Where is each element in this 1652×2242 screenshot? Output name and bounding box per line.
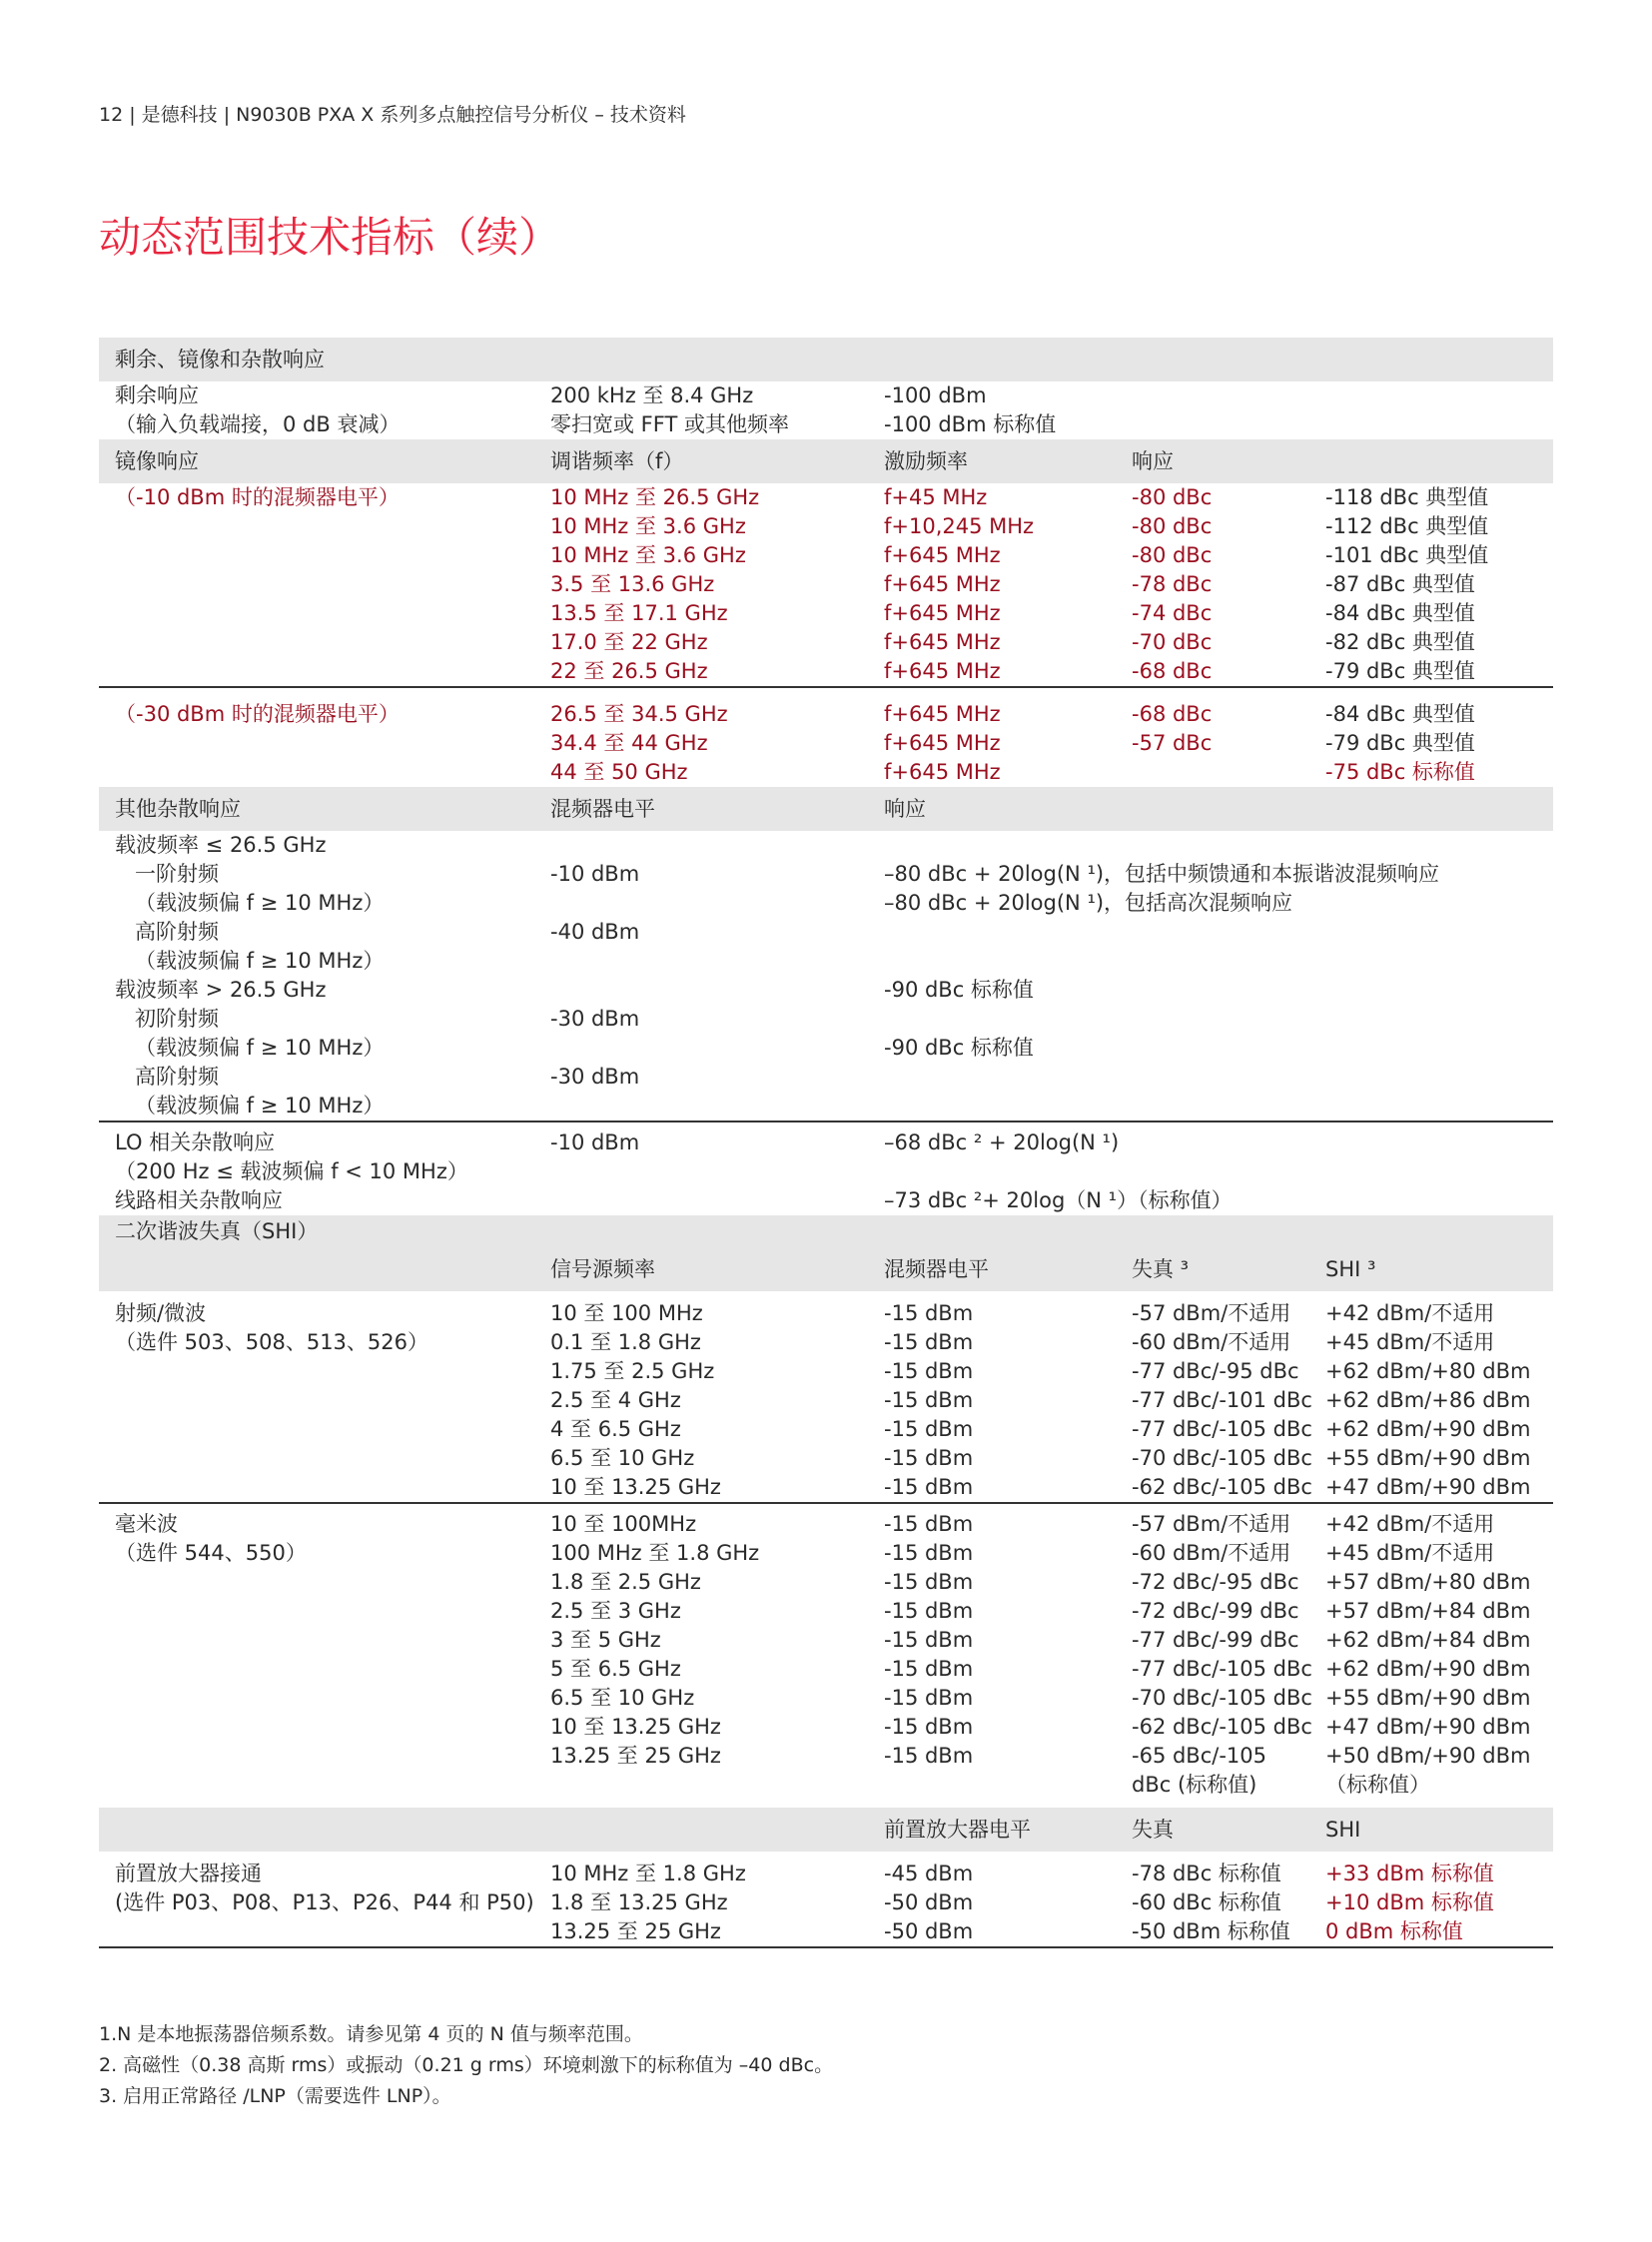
shi-value: +57 dBm/+84 dBm — [1325, 1599, 1531, 1623]
shi-value: +42 dBm/不适用 — [1325, 1301, 1495, 1325]
tuned-freq: 10 MHz 至 26.5 GHz — [550, 485, 760, 509]
table-row — [99, 1713, 1553, 1742]
row-label: （载波频偏 f ≥ 10 MHz） — [135, 949, 385, 973]
source-freq: 2.5 至 3 GHz — [550, 1599, 681, 1623]
source-freq: 6.5 至 10 GHz — [550, 1686, 695, 1710]
distortion-value: -50 dBm 标称值 — [1132, 1919, 1290, 1943]
group-label: 射频/微波 — [115, 1301, 207, 1325]
section-title: 二次谐波失真（SHI） — [115, 1219, 319, 1243]
response-value: -90 dBc 标称值 — [884, 978, 1034, 1002]
spec-value: -68 dBc — [1132, 659, 1213, 683]
tuned-freq: 34.4 至 44 GHz — [550, 731, 708, 755]
excite-freq: f+645 MHz — [884, 543, 1001, 567]
distortion-value: -62 dBc/-105 dBc — [1132, 1475, 1312, 1499]
column-header: 前置放大器电平 — [884, 1818, 1031, 1842]
row-label: 载波频率 ≤ 26.5 GHz — [115, 833, 327, 857]
table-row — [99, 599, 1553, 628]
excite-freq: f+645 MHz — [884, 760, 1001, 784]
typical-value: -75 dBc 标称值 — [1325, 760, 1475, 784]
distortion-value: -70 dBc/-105 dBc — [1132, 1446, 1312, 1470]
spacer — [99, 1852, 1553, 1860]
group-label: （选件 503、508、513、526） — [115, 1330, 429, 1354]
shi-mmwave-group — [99, 1510, 1553, 1800]
divider — [99, 1502, 1553, 1510]
column-header: SHI ³ — [1325, 1257, 1376, 1281]
table-row — [99, 1860, 1553, 1888]
tuned-freq: 13.5 至 17.1 GHz — [550, 601, 728, 625]
mixer-level: -15 dBm — [884, 1570, 974, 1594]
source-freq: 0.1 至 1.8 GHz — [550, 1330, 701, 1354]
response-value: –80 dBc + 20log(N ¹)，包括高次混频响应 — [884, 891, 1293, 915]
distortion-value: -72 dBc/-95 dBc — [1132, 1570, 1299, 1594]
source-freq: 4 至 6.5 GHz — [550, 1417, 681, 1441]
column-header: 激励频率 — [884, 449, 968, 473]
table-row — [99, 947, 1553, 976]
tuned-freq: 17.0 至 22 GHz — [550, 630, 708, 654]
column-header: 失真 — [1132, 1818, 1174, 1842]
shi-value: +10 dBm 标称值 — [1325, 1890, 1494, 1914]
mixer-level: -15 dBm — [884, 1359, 974, 1383]
footnote: 3. 启用正常路径 /LNP（需要选件 LNP）。 — [99, 2085, 451, 2107]
section-header-spurious — [99, 787, 1553, 831]
table-row — [99, 657, 1553, 686]
row-label: 高阶射频 — [135, 920, 219, 944]
mixer-level: -15 dBm — [884, 1446, 974, 1470]
footnote: 2. 高磁性（0.38 高斯 rms）或振动（0.21 g rms）环境刺激下的标称值为 –40 dBc。 — [99, 2054, 834, 2076]
mixer-level: -15 dBm — [884, 1475, 974, 1499]
section-header-image — [99, 439, 1553, 483]
mixer-level: -15 dBm — [884, 1628, 974, 1652]
row-label: （输入负载端接，0 dB 衰减） — [115, 412, 401, 436]
column-header: 响应 — [1132, 449, 1174, 473]
excite-freq: f+45 MHz — [884, 485, 988, 509]
spec-value: -68 dBc — [1132, 702, 1213, 726]
table-row — [99, 1626, 1553, 1655]
group-label: （选件 544、550） — [115, 1541, 307, 1565]
column-header: SHI — [1325, 1818, 1361, 1842]
page-header: 12 | 是德科技 | N9030B PXA X 系列多点触控信号分析仪 – 技术资料 — [99, 104, 686, 126]
table-row — [99, 483, 1553, 512]
table-row — [99, 831, 1553, 860]
source-freq: 10 至 100MHz — [550, 1512, 697, 1536]
table-row — [99, 1092, 1553, 1121]
shi-value: +55 dBm/+90 dBm — [1325, 1446, 1531, 1470]
tuned-freq: 26.5 至 34.5 GHz — [550, 702, 728, 726]
spec-value: -100 dBm — [884, 383, 987, 407]
distortion-value: -60 dBm/不适用 — [1132, 1541, 1291, 1565]
image-group-10dbm — [99, 483, 1553, 686]
distortion-value: -77 dBc/-105 dBc — [1132, 1417, 1312, 1441]
shi-value: +47 dBm/+90 dBm — [1325, 1475, 1531, 1499]
divider — [99, 1121, 1553, 1128]
typical-value: -84 dBc 典型值 — [1325, 702, 1475, 726]
source-freq: 100 MHz 至 1.8 GHz — [550, 1541, 760, 1565]
preamp-level: -45 dBm — [884, 1862, 974, 1885]
shi-value: （标称值） — [1325, 1773, 1430, 1797]
distortion-value: -72 dBc/-99 dBc — [1132, 1599, 1299, 1623]
table-row — [99, 381, 1553, 410]
row-label: （载波频偏 f ≥ 10 MHz） — [135, 1036, 385, 1060]
mixer-level: -15 dBm — [884, 1330, 974, 1354]
row-label: （200 Hz ≤ 载波频偏 f < 10 MHz） — [115, 1159, 468, 1183]
table-row — [99, 1510, 1553, 1539]
mixer-level: -15 dBm — [884, 1744, 974, 1768]
table-row — [99, 860, 1553, 889]
shi-value: +62 dBm/+84 dBm — [1325, 1628, 1531, 1652]
source-freq: 6.5 至 10 GHz — [550, 1446, 695, 1470]
source-freq: 10 至 100 MHz — [550, 1301, 703, 1325]
typical-value: -87 dBc 典型值 — [1325, 572, 1475, 596]
group-label: （-10 dBm 时的混频器电平） — [115, 485, 400, 509]
excite-freq: f+10,245 MHz — [884, 514, 1035, 538]
distortion-value: -62 dBc/-105 dBc — [1132, 1715, 1312, 1739]
table-row — [99, 410, 1553, 439]
mixer-level: -15 dBm — [884, 1512, 974, 1536]
response-value: -90 dBc 标称值 — [884, 1036, 1034, 1060]
excite-freq: f+645 MHz — [884, 702, 1001, 726]
shi-value: +62 dBm/+86 dBm — [1325, 1388, 1531, 1412]
excite-freq: f+645 MHz — [884, 731, 1001, 755]
source-freq: 10 MHz 至 1.8 GHz — [550, 1862, 746, 1885]
row-label: （载波频偏 f ≥ 10 MHz） — [135, 891, 385, 915]
shi-value: +33 dBm 标称值 — [1325, 1862, 1494, 1885]
typical-value: -84 dBc 典型值 — [1325, 601, 1475, 625]
row-label: (选件 P03、P08、P13、P26、P44 和 P50) — [115, 1890, 534, 1914]
shi-value: +62 dBm/+90 dBm — [1325, 1417, 1531, 1441]
shi-value: +45 dBm/不适用 — [1325, 1330, 1495, 1354]
section-title: 剩余、镜像和杂散响应 — [115, 348, 325, 372]
table-row — [99, 628, 1553, 657]
mixer-level: -15 dBm — [884, 1715, 974, 1739]
distortion-value: dBc (标称值) — [1132, 1773, 1257, 1797]
section-header-shi — [99, 1215, 1553, 1247]
table-row — [99, 512, 1553, 541]
spec-value: -80 dBc — [1132, 485, 1213, 509]
distortion-value: -57 dBm/不适用 — [1132, 1301, 1291, 1325]
source-freq: 3 至 5 GHz — [550, 1628, 661, 1652]
table-row — [99, 700, 1553, 729]
spec-table — [99, 338, 1553, 1950]
source-freq: 10 至 13.25 GHz — [550, 1475, 721, 1499]
typical-value: -79 dBc 典型值 — [1325, 731, 1475, 755]
divider — [99, 686, 1553, 700]
table-row — [99, 1568, 1553, 1597]
shi-value: +50 dBm/+90 dBm — [1325, 1744, 1531, 1768]
spec-value: -57 dBc — [1132, 731, 1213, 755]
table-row — [99, 758, 1553, 787]
mixer-level: -15 dBm — [884, 1301, 974, 1325]
excite-freq: f+645 MHz — [884, 572, 1001, 596]
mixer-level: -30 dBm — [550, 1065, 640, 1089]
mixer-level: -15 dBm — [884, 1417, 974, 1441]
typical-value: -82 dBc 典型值 — [1325, 630, 1475, 654]
distortion-value: -57 dBm/不适用 — [1132, 1512, 1291, 1536]
section-header-preamp — [99, 1808, 1553, 1852]
spurious-rows — [99, 831, 1553, 1121]
distortion-value: -70 dBc/-105 dBc — [1132, 1686, 1312, 1710]
distortion-value: -77 dBc/-105 dBc — [1132, 1657, 1312, 1681]
table-row — [99, 1473, 1553, 1502]
excite-freq: f+645 MHz — [884, 601, 1001, 625]
spec-value: -100 dBm 标称值 — [884, 412, 1057, 436]
response-value: –68 dBc ² + 20log(N ¹) — [884, 1130, 1120, 1154]
distortion-value: -60 dBc 标称值 — [1132, 1890, 1281, 1914]
mixer-level: -10 dBm — [550, 862, 640, 886]
shi-value: +57 dBm/+80 dBm — [1325, 1570, 1531, 1594]
shi-value: +45 dBm/不适用 — [1325, 1541, 1495, 1565]
mixer-level: -30 dBm — [550, 1007, 640, 1031]
table-row — [99, 1539, 1553, 1568]
column-header: 混频器电平 — [550, 797, 655, 821]
row-label: 载波频率 > 26.5 GHz — [115, 978, 327, 1002]
page-title: 动态范围技术指标（续） — [99, 213, 561, 262]
tuned-freq: 10 MHz 至 3.6 GHz — [550, 543, 746, 567]
table-row — [99, 1771, 1553, 1800]
mixer-level: -10 dBm — [550, 1130, 640, 1154]
shi-column-headers — [99, 1247, 1553, 1291]
response-value: –73 dBc ²+ 20log（N ¹）（标称值） — [884, 1188, 1233, 1212]
source-freq: 13.25 至 25 GHz — [550, 1744, 721, 1768]
table-row — [99, 1186, 1553, 1215]
row-label: 高阶射频 — [135, 1065, 219, 1089]
shi-value: 0 dBm 标称值 — [1325, 1919, 1463, 1943]
response-value: –80 dBc + 20log(N ¹)，包括中频馈通和本振谐波混频响应 — [884, 862, 1440, 886]
shi-value: +47 dBm/+90 dBm — [1325, 1715, 1531, 1739]
distortion-value: -78 dBc 标称值 — [1132, 1862, 1281, 1885]
tuned-freq: 22 至 26.5 GHz — [550, 659, 708, 683]
footnotes — [99, 2019, 833, 2112]
distortion-value: -77 dBc/-95 dBc — [1132, 1359, 1299, 1383]
table-row — [99, 1917, 1553, 1946]
source-freq: 2.5 至 4 GHz — [550, 1388, 681, 1412]
column-header: 混频器电平 — [884, 1257, 989, 1281]
table-row — [99, 918, 1553, 947]
shi-value: +55 dBm/+90 dBm — [1325, 1686, 1531, 1710]
source-freq: 1.8 至 2.5 GHz — [550, 1570, 701, 1594]
table-row — [99, 889, 1553, 918]
table-row — [99, 1357, 1553, 1386]
mixer-level: -15 dBm — [884, 1657, 974, 1681]
shi-value: +62 dBm/+90 dBm — [1325, 1657, 1531, 1681]
table-row — [99, 1888, 1553, 1917]
bottom-rule — [99, 1946, 1553, 1950]
preamp-rows — [99, 1860, 1553, 1946]
column-header: 响应 — [884, 797, 926, 821]
distortion-value: -60 dBm/不适用 — [1132, 1330, 1291, 1354]
image-group-30dbm — [99, 700, 1553, 787]
table-row — [99, 1386, 1553, 1415]
mixer-level: -15 dBm — [884, 1388, 974, 1412]
table-row — [99, 1415, 1553, 1444]
spec-value: -70 dBc — [1132, 630, 1213, 654]
table-row — [99, 976, 1553, 1005]
freq-value: 零扫宽或 FFT 或其他频率 — [550, 412, 789, 436]
footnote: 1.N 是本地振荡器倍频系数。请参见第 4 页的 N 值与频率范围。 — [99, 2023, 643, 2045]
row-label: （载波频偏 f ≥ 10 MHz） — [135, 1094, 385, 1118]
row-label: 线路相关杂散响应 — [115, 1188, 283, 1212]
preamp-level: -50 dBm — [884, 1890, 974, 1914]
table-row — [99, 570, 1553, 599]
row-label: LO 相关杂散响应 — [115, 1130, 276, 1154]
typical-value: -112 dBc 典型值 — [1325, 514, 1489, 538]
tuned-freq: 3.5 至 13.6 GHz — [550, 572, 715, 596]
source-freq: 10 至 13.25 GHz — [550, 1715, 721, 1739]
column-header: 信号源频率 — [550, 1257, 655, 1281]
source-freq: 1.75 至 2.5 GHz — [550, 1359, 715, 1383]
typical-value: -118 dBc 典型值 — [1325, 485, 1489, 509]
table-row — [99, 1597, 1553, 1626]
source-freq: 5 至 6.5 GHz — [550, 1657, 681, 1681]
mixer-level: -15 dBm — [884, 1686, 974, 1710]
section-title: 其他杂散响应 — [115, 797, 241, 821]
row-label: 一阶射频 — [135, 862, 219, 886]
typical-value: -79 dBc 典型值 — [1325, 659, 1475, 683]
source-freq: 1.8 至 13.25 GHz — [550, 1890, 728, 1914]
column-header: 失真 ³ — [1132, 1257, 1190, 1281]
shi-value: +42 dBm/不适用 — [1325, 1512, 1495, 1536]
table-row — [99, 1655, 1553, 1684]
spec-value: -74 dBc — [1132, 601, 1213, 625]
row-label: 剩余响应 — [115, 383, 199, 407]
distortion-value: -77 dBc/-101 dBc — [1132, 1388, 1312, 1412]
shi-value: +62 dBm/+80 dBm — [1325, 1359, 1531, 1383]
table-row — [99, 1684, 1553, 1713]
table-row — [99, 1034, 1553, 1063]
excite-freq: f+645 MHz — [884, 659, 1001, 683]
typical-value: -101 dBc 典型值 — [1325, 543, 1489, 567]
preamp-level: -50 dBm — [884, 1919, 974, 1943]
distortion-value: -65 dBc/-105 — [1132, 1744, 1266, 1768]
table-row — [99, 1742, 1553, 1771]
mixer-level: -15 dBm — [884, 1541, 974, 1565]
freq-value: 200 kHz 至 8.4 GHz — [550, 383, 754, 407]
spacer — [99, 1291, 1553, 1299]
row-label: 初阶射频 — [135, 1007, 219, 1031]
source-freq: 13.25 至 25 GHz — [550, 1919, 721, 1943]
section-header-residual — [99, 338, 1553, 381]
spec-value: -80 dBc — [1132, 514, 1213, 538]
tuned-freq: 44 至 50 GHz — [550, 760, 688, 784]
table-row — [99, 1128, 1553, 1157]
shi-rf-group — [99, 1299, 1553, 1502]
table-row — [99, 1005, 1553, 1034]
column-header: 调谐频率（f） — [550, 449, 684, 473]
table-row — [99, 1157, 1553, 1186]
group-label: 毫米波 — [115, 1512, 178, 1536]
spec-value: -78 dBc — [1132, 572, 1213, 596]
row-label: 前置放大器接通 — [115, 1862, 262, 1885]
table-row — [99, 1063, 1553, 1092]
mixer-level: -15 dBm — [884, 1599, 974, 1623]
table-row — [99, 1299, 1553, 1328]
excite-freq: f+645 MHz — [884, 630, 1001, 654]
table-row — [99, 1444, 1553, 1473]
section-title: 镜像响应 — [115, 449, 199, 473]
mixer-level: -40 dBm — [550, 920, 640, 944]
distortion-value: -77 dBc/-99 dBc — [1132, 1628, 1299, 1652]
table-row — [99, 729, 1553, 758]
table-row — [99, 1328, 1553, 1357]
spacer — [99, 1800, 1553, 1808]
group-label: （-30 dBm 时的混频器电平） — [115, 702, 400, 726]
table-row — [99, 541, 1553, 570]
tuned-freq: 10 MHz 至 3.6 GHz — [550, 514, 746, 538]
spec-value: -80 dBc — [1132, 543, 1213, 567]
